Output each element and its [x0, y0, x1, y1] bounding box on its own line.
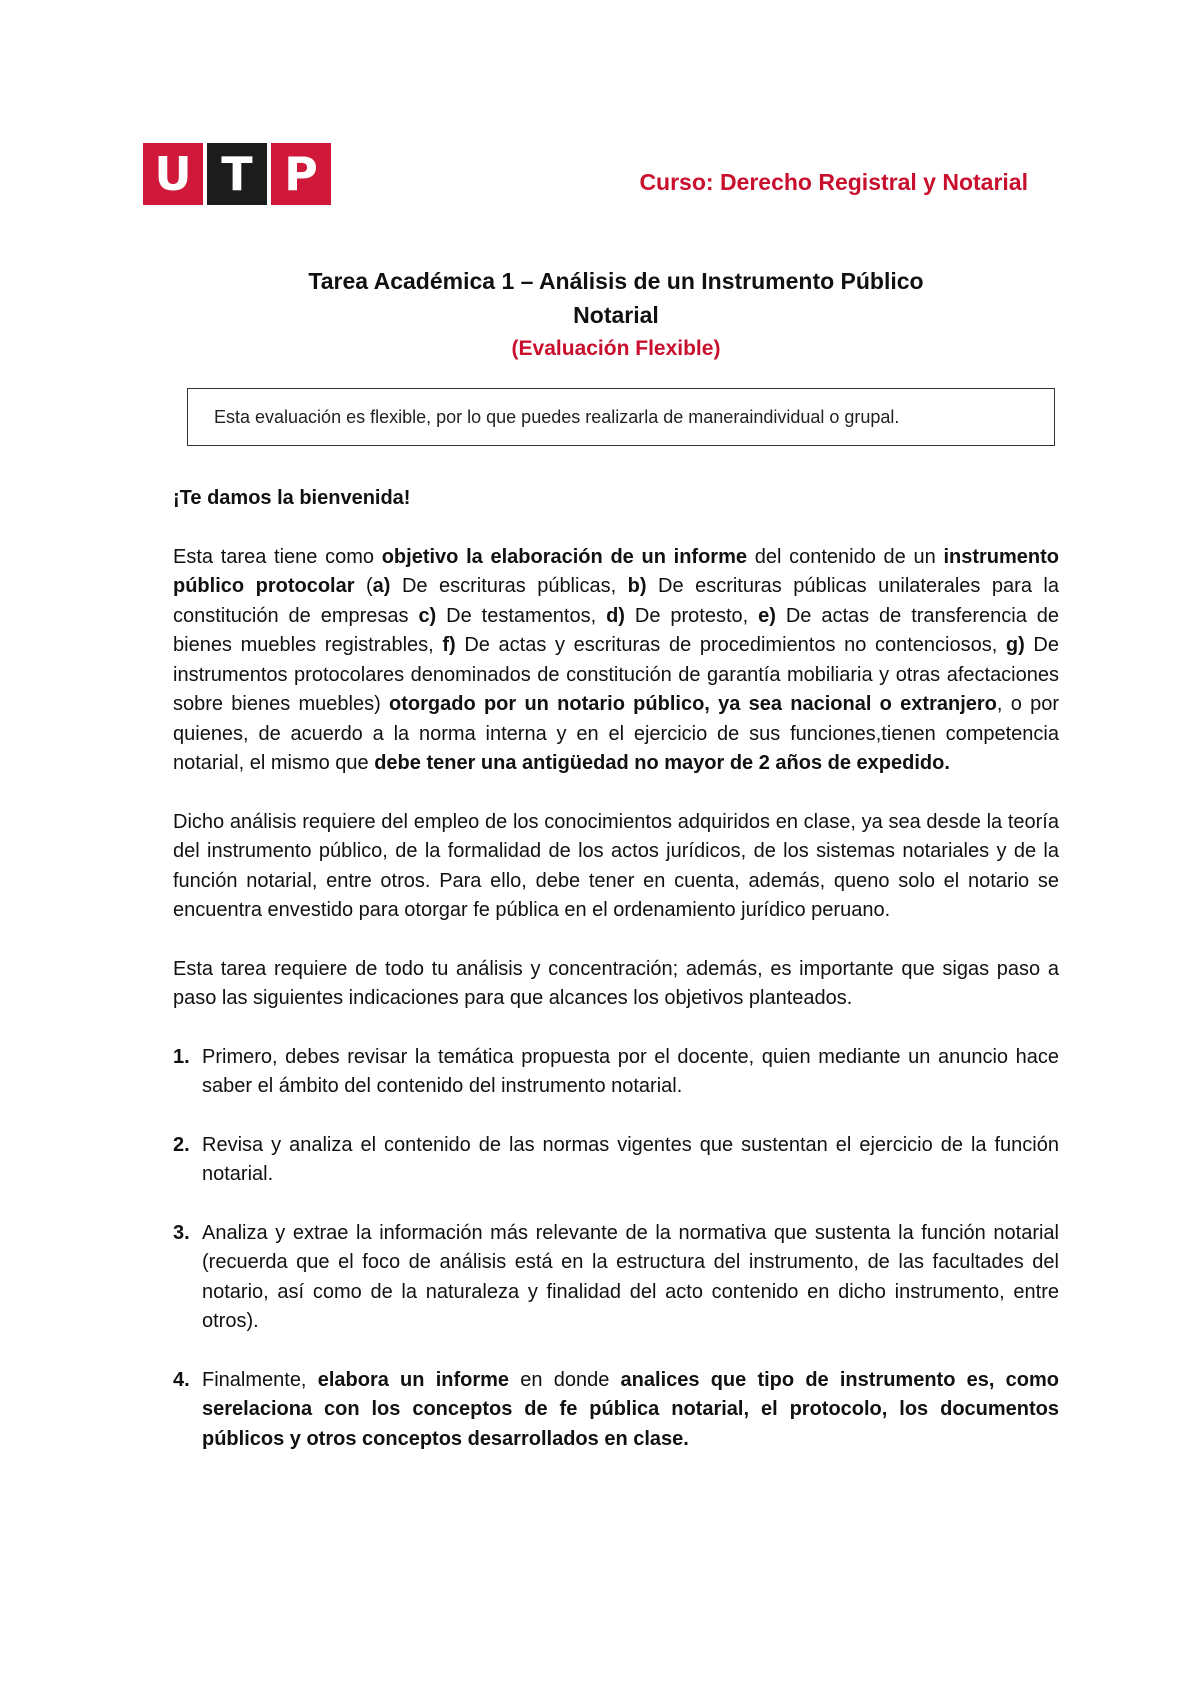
- logo-letter-p: P: [271, 143, 331, 205]
- title-line-1: Tarea Académica 1 – Análisis de un Instrumento Público: [308, 268, 924, 294]
- step-run: analices que tipo de instrumento es, como serelaciona con los conceptos de fe pública notarial, el protocolo, los documentos públicos y otros conceptos desarrollados en clase.: [202, 1368, 1060, 1450]
- objective-run: De instrumentos protocolares denominados de constitución de garantía mobiliaria y otras afectaciones sobre bienes muebles): [173, 634, 1059, 715]
- analysis-paragraph: Dicho análisis requiere del empleo de los conocimientos adquiridos en clase, ya sea desde la teoría del instrumento público, de la formalidad de los actos jurídicos, de los sistemas notariales y de la función notarial, entre otros. Para ello, debe tener en cuenta, además, queno solo el notario se encuentra envestido para otorgar fe pública en el ordenamiento jurídico peruano.: [173, 810, 1059, 921]
- course-title: Curso: Derecho Registral y Notarial: [639, 169, 1028, 195]
- objective-run: debe tener una antigüedad no mayor de 2 años de expedido.: [374, 752, 950, 774]
- objective-run: a): [372, 575, 391, 597]
- step-item: [173, 1366, 1059, 1455]
- objective-run: De actas y escrituras de procedimientos no contenciosos,: [455, 634, 1006, 656]
- step-run: Revisa y analiza el contenido de las normas vigentes que sustentan el ejercicio de la función notarial.: [202, 1133, 1059, 1185]
- step-run: Finalmente,: [202, 1368, 318, 1391]
- step-run: elabora un informe: [317, 1368, 510, 1391]
- objective-run: del contenido de un: [746, 545, 944, 568]
- logo-letter-u: U: [143, 143, 203, 205]
- step-item: [173, 1043, 1059, 1102]
- objective-run: e): [758, 604, 776, 627]
- objective-run: otorgado por un notario público, ya sea nacional o extranjero: [389, 693, 997, 715]
- objective-run: De escrituras públicas,: [390, 575, 628, 597]
- objective-run: c): [418, 604, 437, 627]
- step-item: [173, 1219, 1059, 1337]
- objective-paragraph: [173, 543, 1059, 779]
- objective-run: g): [1005, 634, 1025, 656]
- objective-run: d): [606, 604, 625, 627]
- step-number: 1.: [173, 1045, 190, 1068]
- step-number: 4.: [173, 1368, 190, 1391]
- welcome-heading: ¡Te damos la bienvenida!: [173, 487, 411, 509]
- step-number: 2.: [173, 1133, 190, 1156]
- flexible-note-box: [187, 388, 1055, 446]
- objective-run: f): [442, 634, 456, 656]
- document-title: [175, 264, 1057, 366]
- flexible-note-text: Esta evaluación es flexible, por lo que puedes realizarla de maneraindividual o grupal.: [214, 406, 900, 427]
- objective-run: , o por quienes, de acuerdo a la norma interna y en el ejercicio de sus funciones,tienen competencia notarial, el mismo que: [173, 693, 1060, 774]
- title-line-2: Notarial: [573, 302, 659, 328]
- objective-run: De protesto,: [624, 604, 759, 627]
- objective-run: (: [354, 575, 373, 597]
- objective-run: De escrituras públicas unilaterales para la constitución de empresas: [173, 575, 1059, 627]
- logo-letter-t: T: [207, 143, 267, 205]
- evaluation-type: (Evaluación Flexible): [511, 337, 721, 360]
- steps-list: [173, 1043, 1059, 1455]
- step-run: Primero, debes revisar la temática propuesta por el docente, quien mediante un anuncio hace saber el ámbito del contenido del instrumento notarial.: [202, 1045, 1059, 1097]
- utp-logo: [143, 143, 331, 205]
- objective-run: instrumento público protocolar: [173, 545, 1060, 597]
- step-run: en donde: [509, 1368, 621, 1391]
- step-run: Analiza y extrae la información más relevante de la normativa que sustenta la función notarial (recuerda que el foco de análisis está en la estructura del instrumento, de las facultades del notario, así como de la naturaleza y finalidad del acto contenido en dicho instrumento, entre otros).: [202, 1221, 1059, 1332]
- document-body: [173, 484, 1059, 1483]
- objective-run: b): [627, 575, 647, 597]
- objective-run: objetivo la elaboración de un informe: [381, 545, 747, 568]
- objective-run: De actas de transferencia de bienes muebles registrables,: [173, 604, 1060, 656]
- step-number: 3.: [173, 1221, 190, 1244]
- objective-run: Esta tarea tiene como: [173, 545, 382, 568]
- step-item: [173, 1131, 1059, 1190]
- instructions-intro: Esta tarea requiere de todo tu análisis y concentración; además, es importante que sigas paso a paso las siguientes indicaciones para que alcances los objetivos planteados.: [173, 957, 1059, 1009]
- objective-run: De testamentos,: [436, 604, 607, 627]
